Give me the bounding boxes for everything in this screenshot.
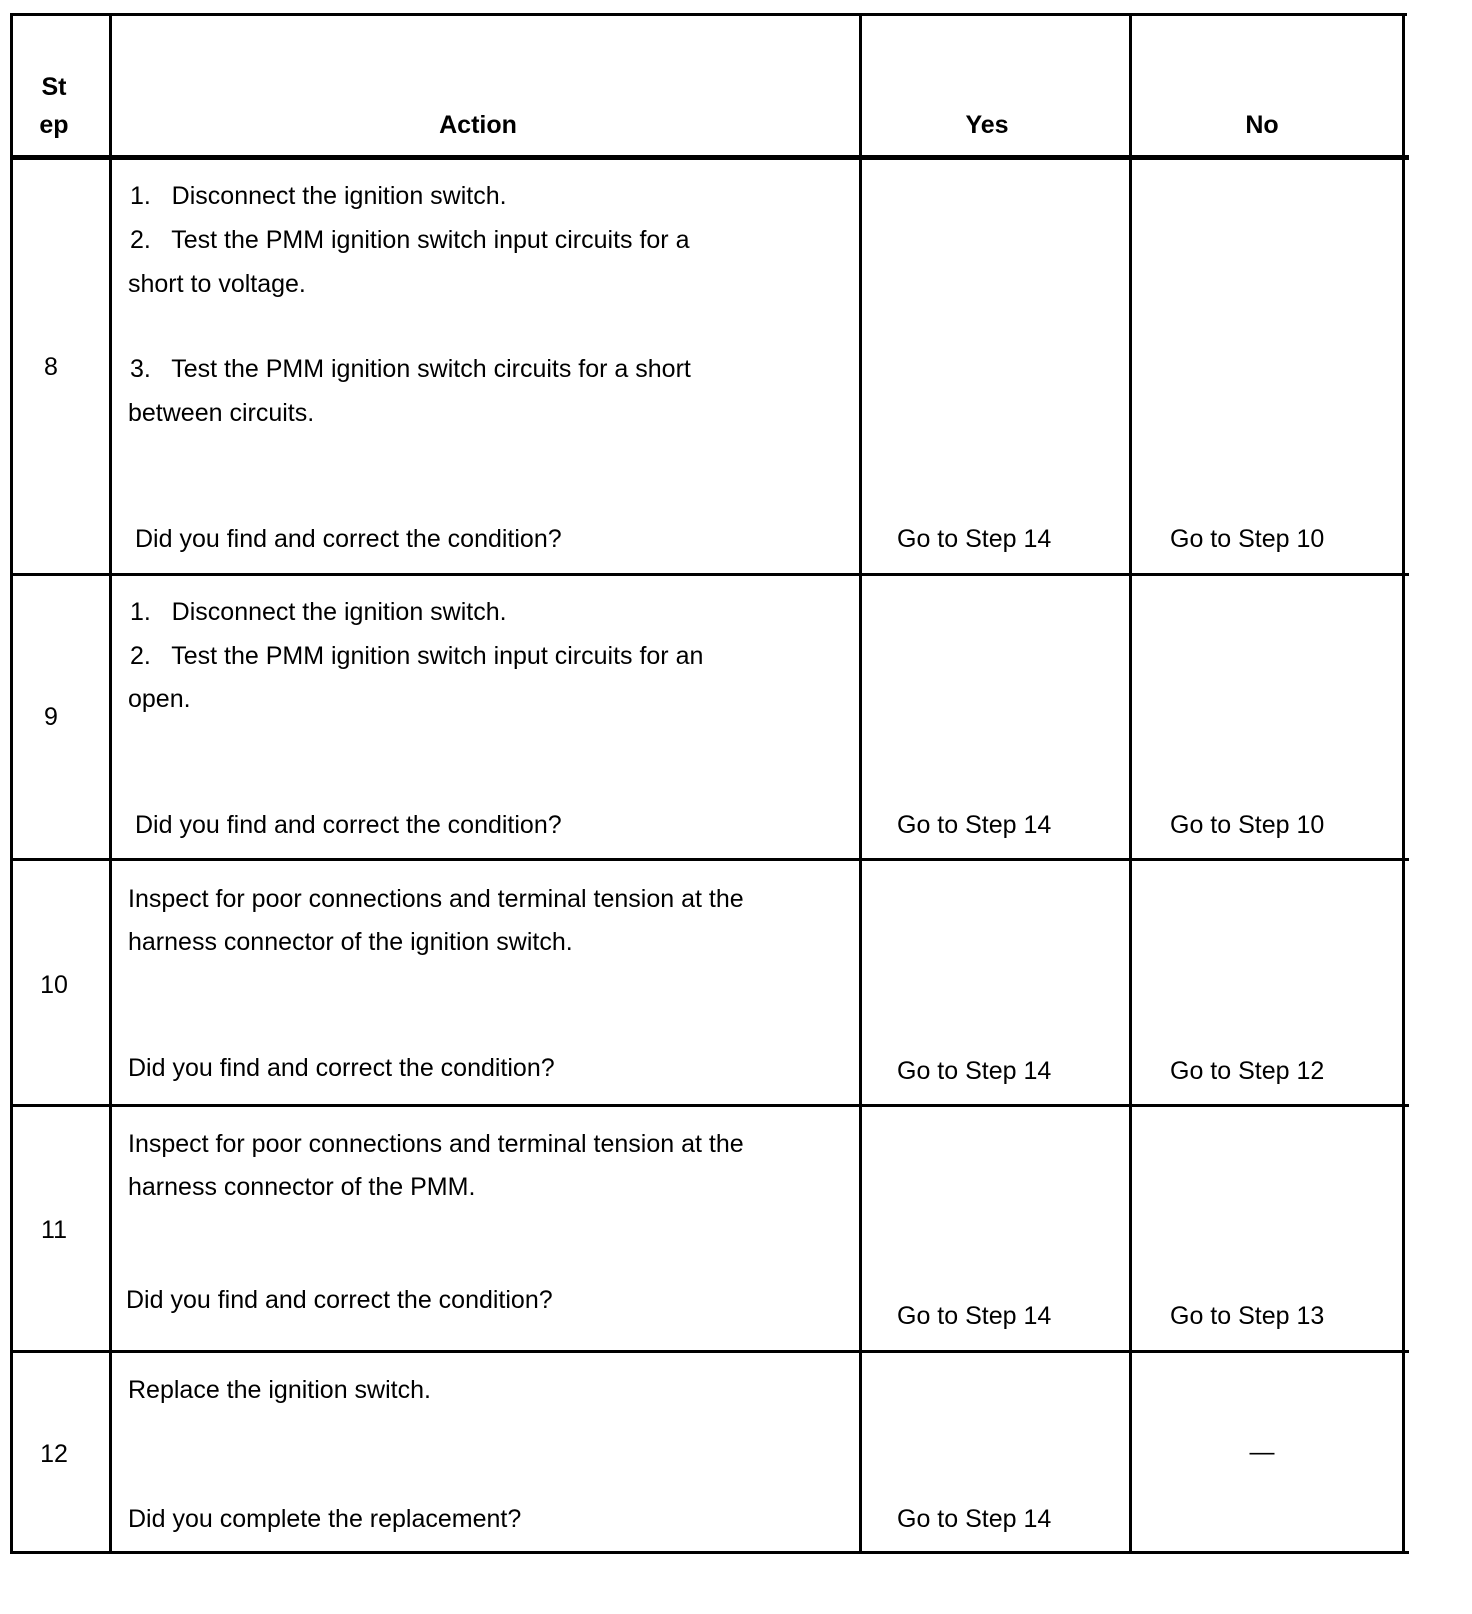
column-divider — [859, 13, 862, 1554]
action-line: Inspect for poor connections and terminal tension at the — [128, 1130, 744, 1158]
header-step-line2: ep — [39, 111, 69, 139]
yes-result: Go to Step 14 — [897, 1057, 1052, 1085]
row-divider — [10, 573, 1409, 576]
action-line: harness connector of the ignition switch. — [128, 928, 573, 956]
header-action: Action — [439, 111, 517, 139]
no-result: Go to Step 13 — [1170, 1302, 1325, 1330]
step-number: 9 — [44, 703, 58, 731]
row-divider — [10, 858, 1409, 861]
no-result: Go to Step 10 — [1170, 525, 1325, 553]
action-line: Replace the ignition switch. — [128, 1376, 431, 1404]
action-line: harness connector of the PMM. — [128, 1173, 476, 1201]
action-line: Inspect for poor connections and terminal tension at the — [128, 885, 744, 913]
question-text: Did you find and correct the condition? — [135, 811, 562, 839]
question-text: Did you find and correct the condition? — [128, 1054, 555, 1082]
step-number: 11 — [41, 1216, 67, 1244]
yes-result: Go to Step 14 — [897, 1302, 1052, 1330]
table-border-top — [10, 13, 1407, 16]
no-result: Go to Step 12 — [1170, 1057, 1325, 1085]
action-line: short to voltage. — [128, 270, 306, 298]
header-no: No — [1245, 111, 1279, 139]
action-line: 2. Test the PMM ignition switch input circuits for a — [130, 226, 690, 254]
action-line: 1. Disconnect the ignition switch. — [130, 598, 507, 626]
action-line: 3. Test the PMM ignition switch circuits for a short — [130, 355, 691, 383]
question-text: Did you find and correct the condition? — [126, 1286, 553, 1314]
column-divider — [109, 13, 112, 1554]
table-border-bottom — [10, 1551, 1409, 1554]
action-line: 2. Test the PMM ignition switch input circuits for an — [130, 642, 704, 670]
action-line: open. — [128, 685, 191, 713]
step-number: 12 — [40, 1440, 68, 1468]
question-text: Did you find and correct the condition? — [135, 525, 562, 553]
step-number: 8 — [44, 353, 58, 381]
step-number: 10 — [40, 971, 68, 999]
action-line: between circuits. — [128, 399, 315, 427]
question-text: Did you complete the replacement? — [128, 1505, 522, 1533]
yes-result: Go to Step 14 — [897, 525, 1052, 553]
table-border-left — [10, 13, 13, 1554]
row-divider — [10, 1350, 1409, 1353]
yes-result: Go to Step 14 — [897, 811, 1052, 839]
yes-result: Go to Step 14 — [897, 1505, 1052, 1533]
column-divider — [1129, 13, 1132, 1554]
header-yes: Yes — [965, 111, 1009, 139]
action-line: 1. Disconnect the ignition switch. — [130, 182, 507, 210]
row-divider — [10, 1104, 1409, 1107]
no-result: Go to Step 10 — [1170, 811, 1325, 839]
table-border-right — [1402, 13, 1405, 1554]
no-result-dash: — — [1249, 1438, 1275, 1466]
header-divider — [10, 155, 1409, 160]
header-step-line1: St — [41, 73, 67, 101]
